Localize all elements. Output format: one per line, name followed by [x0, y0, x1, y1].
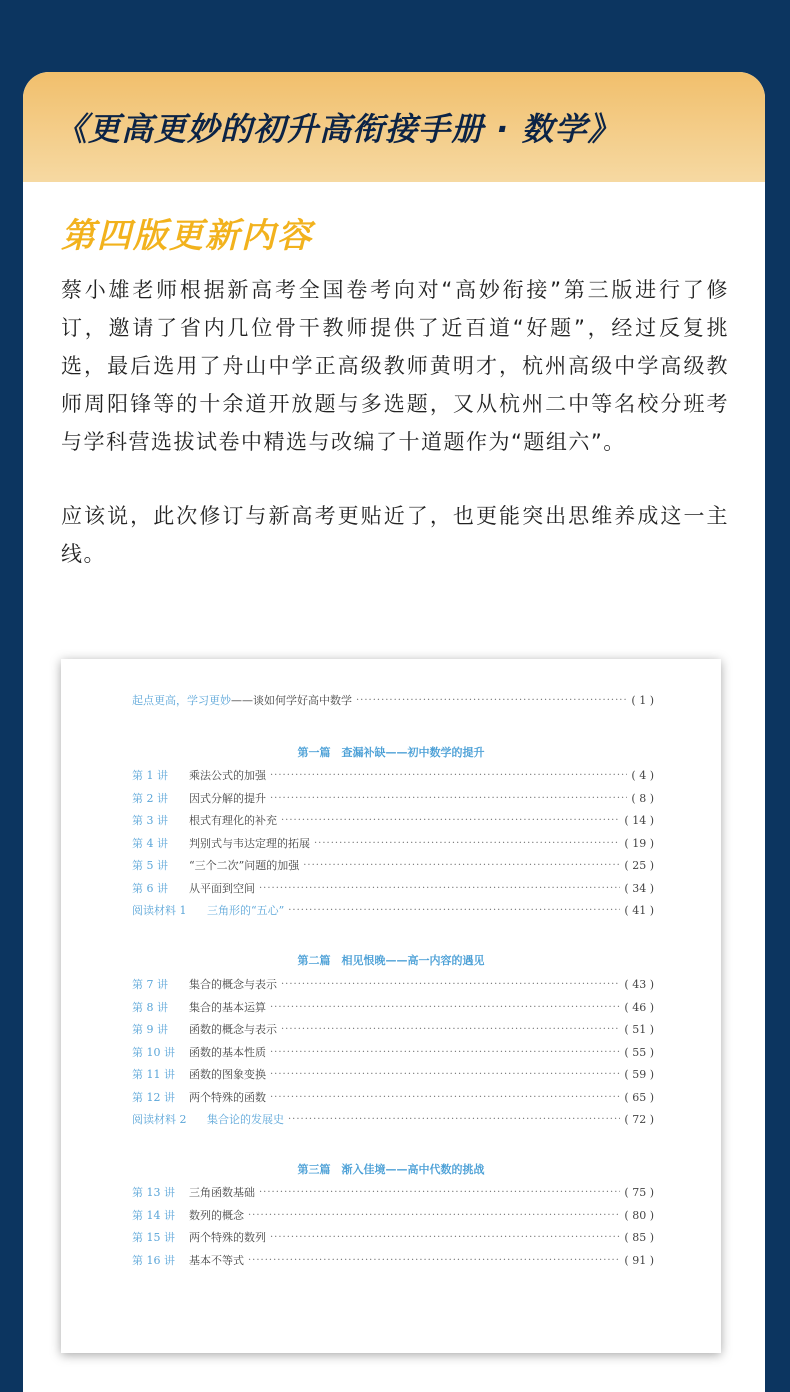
toc-page-number: ( 55 ) [624, 1045, 654, 1059]
toc-lesson-number: 第 10 讲 [132, 1046, 175, 1059]
toc-page-number: ( 43 ) [624, 977, 654, 991]
toc-row [132, 1184, 654, 1200]
toc-page-number: ( 1 ) [631, 693, 654, 707]
toc-row [132, 880, 654, 896]
toc-preface-title [132, 692, 352, 708]
toc-part-title: 第二篇 相见恨晚——高一内容的遇见 [297, 954, 485, 967]
toc-lesson-number: 第 8 讲 [132, 1001, 168, 1014]
toc-leader-dots [270, 1002, 620, 1013]
toc-reading-label: 阅读材料 1 [132, 904, 187, 917]
toc-page-number: ( 65 ) [624, 1090, 654, 1104]
toc-page-number: ( 46 ) [624, 1000, 654, 1014]
toc-row [132, 767, 654, 783]
toc-page-number: ( 51 ) [624, 1022, 654, 1036]
toc-part-title: 第一篇 查漏补缺——初中数学的提升 [297, 746, 485, 759]
card-header [23, 72, 765, 182]
toc-leader-dots [288, 1114, 620, 1125]
content-card [23, 72, 765, 1392]
toc-lesson-number: 第 1 讲 [132, 769, 168, 782]
toc-lesson-number: 第 11 讲 [132, 1068, 175, 1081]
toc-lesson-number: 第 4 讲 [132, 837, 168, 850]
toc-lesson-title: 函数的图象变换 [189, 1068, 266, 1081]
toc-leader-dots [259, 1187, 620, 1198]
toc-lesson-number: 第 3 讲 [132, 814, 168, 827]
toc-lesson-number: 第 13 讲 [132, 1186, 175, 1199]
toc-page-number: ( 75 ) [624, 1185, 654, 1199]
toc-page-number: ( 25 ) [624, 858, 654, 872]
toc-leader-dots [281, 1024, 620, 1035]
toc-lesson-title: 判别式与韦达定理的拓展 [189, 837, 310, 850]
toc-preface-row [132, 692, 654, 708]
toc-lesson-number: 第 6 讲 [132, 882, 168, 895]
toc-lesson-title: 三角函数基础 [189, 1186, 255, 1199]
toc-row [132, 1089, 654, 1105]
toc-reading-title: 三角形的“五心” [207, 904, 285, 917]
toc-lesson-title: 因式分解的提升 [189, 792, 266, 805]
toc-part-title: 第三篇 渐入佳境——高中代数的挑战 [297, 1163, 485, 1176]
section-title: 第四版更新内容 [61, 216, 313, 256]
toc-page-number: ( 14 ) [624, 813, 654, 827]
toc-row [132, 835, 654, 851]
toc-row [132, 999, 654, 1015]
toc-row [132, 812, 654, 828]
toc-lesson-title: 函数的概念与表示 [189, 1023, 277, 1036]
toc-row [132, 857, 654, 873]
toc-lesson-title: 从平面到空间 [189, 882, 255, 895]
toc-reading-label: 阅读材料 2 [132, 1113, 187, 1126]
toc-leader-dots [248, 1210, 620, 1221]
toc-page-number: ( 8 ) [631, 791, 654, 805]
toc-leader-dots [270, 1069, 620, 1080]
table-of-contents-image [61, 659, 721, 1353]
toc-row [132, 1229, 654, 1245]
toc-leader-dots [270, 1232, 620, 1243]
toc-reading-row [132, 1111, 654, 1127]
toc-leader-dots [248, 1255, 620, 1266]
toc-lesson-number: 第 7 讲 [132, 978, 168, 991]
toc-page-number: ( 41 ) [624, 903, 654, 917]
toc-lesson-number: 第 14 讲 [132, 1209, 175, 1222]
toc-page-number: ( 34 ) [624, 881, 654, 895]
toc-row [132, 1066, 654, 1082]
toc-leader-dots [281, 815, 620, 826]
toc-lesson-title: 集合的概念与表示 [189, 978, 277, 991]
toc-lesson-title: 乘法公式的加强 [189, 769, 266, 782]
toc-lesson-title: 两个特殊的数列 [189, 1231, 266, 1244]
book-title: 《更高更妙的初升高衔接手册 · 数学》 [55, 110, 621, 148]
toc-leader-dots [270, 1092, 620, 1103]
toc-lesson-number: 第 12 讲 [132, 1091, 175, 1104]
toc-lesson-title: 根式有理化的补充 [189, 814, 277, 827]
toc-page-number: ( 80 ) [624, 1208, 654, 1222]
toc-row [132, 1207, 654, 1223]
toc-row [132, 1021, 654, 1037]
toc-leader-dots [281, 979, 620, 990]
toc-preface-rest: ——谈如何学好高中数学 [231, 694, 352, 707]
toc-page-number: ( 19 ) [624, 836, 654, 850]
intro-paragraph-2: 应该说，此次修订与新高考更贴近了，也更能突出思维养成这一主线。 [61, 504, 729, 566]
toc-reading-title: 集合论的发展史 [207, 1113, 284, 1126]
toc-page-number: ( 59 ) [624, 1067, 654, 1081]
toc-row [132, 976, 654, 992]
toc-leader-dots [288, 905, 620, 916]
toc-page-number: ( 4 ) [631, 768, 654, 782]
toc-leader-dots [270, 770, 627, 781]
toc-leader-dots [270, 793, 627, 804]
toc-page-number: ( 72 ) [624, 1112, 654, 1126]
toc-lesson-number: 第 5 讲 [132, 859, 168, 872]
toc-page-number: ( 91 ) [624, 1253, 654, 1267]
toc-lesson-number: 第 2 讲 [132, 792, 168, 805]
toc-preface-highlight: 起点更高，学习更妙 [132, 694, 231, 707]
intro-paragraph-1: 蔡小雄老师根据新高考全国卷考向对“高妙衔接”第三版进行了修订，邀请了省内几位骨干教师提供了近百道“好题”，经过反复挑选，最后选用了舟山中学正高级教师黄明才，杭州高级中学高级教师周阳锋等的十余道开放题与多选题，又从杭州二中等名校分班考与学科营选拔试卷中精选与改编了十道题作为“题组六”。 [61, 278, 729, 454]
toc-reading-row [132, 902, 654, 918]
toc-leader-dots [314, 838, 620, 849]
toc-lesson-title: 函数的基本性质 [189, 1046, 266, 1059]
toc-leader-dots [303, 860, 620, 871]
toc-lesson-title: 集合的基本运算 [189, 1001, 266, 1014]
toc-leader-dots [259, 883, 620, 894]
toc-row [132, 790, 654, 806]
toc-row [132, 1044, 654, 1060]
toc-lesson-title: 两个特殊的函数 [189, 1091, 266, 1104]
toc-lesson-title: 数列的概念 [189, 1209, 244, 1222]
toc-lesson-title: 基本不等式 [189, 1254, 244, 1267]
toc-leader-dots [356, 695, 627, 706]
toc-row [132, 1252, 654, 1268]
toc-lesson-number: 第 9 讲 [132, 1023, 168, 1036]
toc-lesson-title: “三个二次”问题的加强 [189, 859, 300, 872]
toc-lesson-number: 第 16 讲 [132, 1254, 175, 1267]
toc-lesson-number: 第 15 讲 [132, 1231, 175, 1244]
toc-leader-dots [270, 1047, 620, 1058]
toc-page-number: ( 85 ) [624, 1230, 654, 1244]
